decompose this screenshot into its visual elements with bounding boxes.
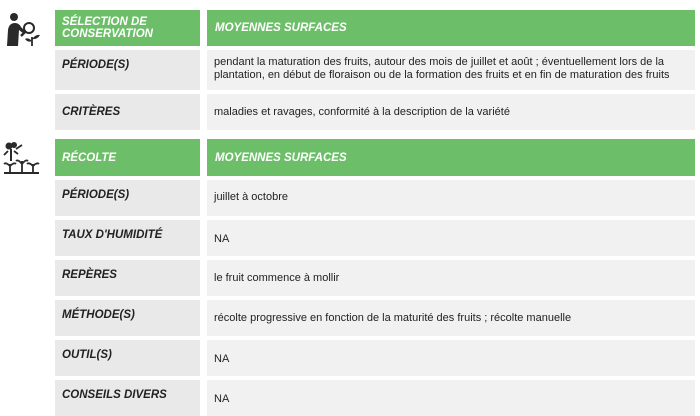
recolte-table [55, 139, 695, 416]
row-value: maladies et ravages, conformité à la description de la variété [207, 94, 695, 130]
row-label: OUTIL(S) [55, 340, 200, 376]
row-value: NA [207, 340, 695, 376]
conservation-header-value: MOYENNES SURFACES [207, 10, 695, 46]
row-label: PÉRIODE(S) [55, 50, 200, 90]
row-value: pendant la maturation des fruits, autour des mois de juillet et août ; éventuellement lors de la plantation, en début de floraison ou de la formation des fruits et en fin de maturation des fruits [207, 50, 695, 90]
table-row [55, 94, 695, 130]
row-label: CRITÈRES [55, 94, 200, 130]
row-label: MÉTHODE(S) [55, 300, 200, 336]
row-value: NA [207, 220, 695, 256]
recolte-header-row [55, 139, 695, 176]
table-row [55, 180, 695, 216]
table-row [55, 220, 695, 256]
table-row [55, 260, 695, 296]
row-label: TAUX D'HUMIDITÉ [55, 220, 200, 256]
table-row [55, 50, 695, 90]
magnifier-plant-icon [2, 10, 42, 50]
row-value: récolte progressive en fonction de la maturité des fruits ; récolte manuelle [207, 300, 695, 336]
row-value: le fruit commence à mollir [207, 260, 695, 296]
row-value: NA [207, 380, 695, 416]
conservation-header-label: SÉLECTION DE CONSERVATION [55, 10, 200, 46]
row-label: PÉRIODE(S) [55, 180, 200, 216]
row-value: juillet à octobre [207, 180, 695, 216]
conservation-header-row [55, 10, 695, 46]
table-row [55, 300, 695, 336]
recolte-header-value: MOYENNES SURFACES [207, 139, 695, 176]
harvest-plants-icon [2, 139, 42, 179]
recolte-header-label: RÉCOLTE [55, 139, 200, 176]
table-row [55, 340, 695, 376]
row-label: REPÈRES [55, 260, 200, 296]
conservation-table [55, 10, 695, 130]
row-label: CONSEILS DIVERS [55, 380, 200, 416]
table-row [55, 380, 695, 416]
